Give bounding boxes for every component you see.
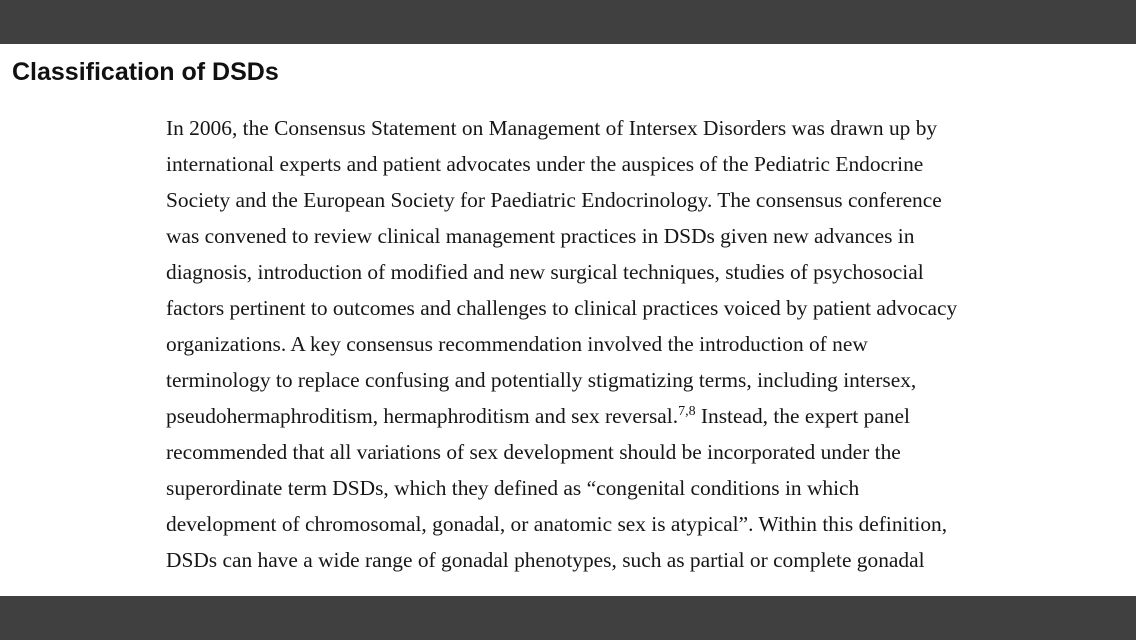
viewer-bottom-bar [0, 596, 1136, 640]
paragraph-line: organizations. A key consensus recommendation involved the introduction of new [166, 332, 868, 356]
paragraph-line: In 2006, the Consensus Statement on Management of Intersex Disorders was drawn up by [166, 116, 938, 140]
body-paragraph [166, 110, 1130, 578]
paragraph-line: recommended that all variations of sex development should be incorporated under the [166, 440, 901, 464]
paragraph-line-with-citation [166, 398, 1130, 434]
paragraph-line: diagnosis, introduction of modified and new surgical techniques, studies of psychosocial [166, 260, 924, 284]
paragraph-line: superordinate term DSDs, which they defined as “congenital conditions in which [166, 476, 860, 500]
paragraph-line: international experts and patient advocates under the auspices of the Pediatric Endocrine [166, 152, 924, 176]
citation-superscript: 7,8 [678, 404, 696, 419]
document-page [0, 44, 1136, 596]
line-text-after-citation: Instead, the expert panel [695, 404, 910, 428]
section-heading: Classification of DSDs [12, 58, 279, 86]
paragraph-line: Society and the European Society for Paediatric Endocrinology. The consensus conference [166, 188, 942, 212]
paragraph-line: terminology to replace confusing and potentially stigmatizing terms, including intersex, [166, 368, 917, 392]
paragraph-line: factors pertinent to outcomes and challenges to clinical practices voiced by patient advocacy [166, 296, 958, 320]
paragraph-line: was convened to review clinical management practices in DSDs given new advances in [166, 224, 915, 248]
paragraph-line: development of chromosomal, gonadal, or anatomic sex is atypical”. Within this definition, [166, 512, 948, 536]
viewer-top-bar [0, 0, 1136, 44]
paragraph-line: DSDs can have a wide range of gonadal phenotypes, such as partial or complete gonadal [166, 548, 925, 572]
line-text-before-citation: pseudohermaphroditism, hermaphroditism and sex reversal. [166, 404, 679, 428]
